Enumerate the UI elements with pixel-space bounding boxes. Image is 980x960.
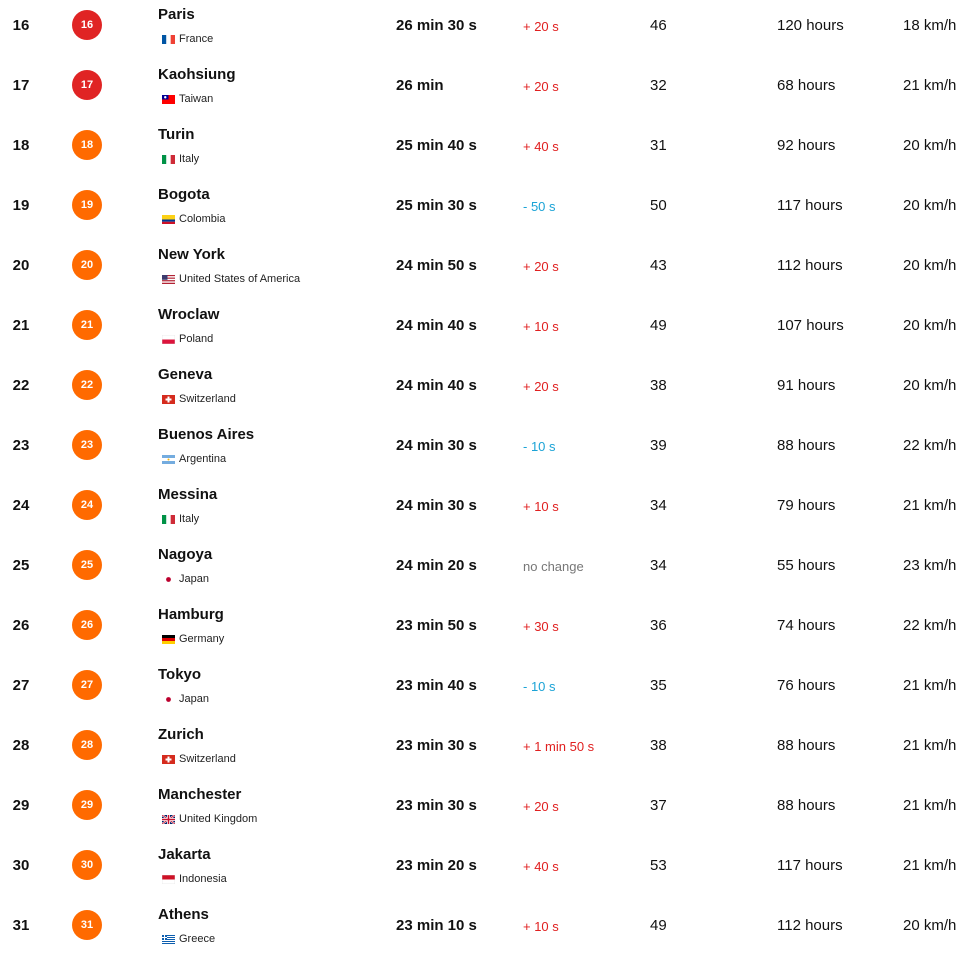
average-speed: 21 km/h bbox=[903, 857, 957, 874]
city-name: Wroclaw bbox=[158, 306, 220, 323]
country-name: United States of America bbox=[179, 273, 301, 285]
time-change: + 10 s bbox=[523, 919, 559, 934]
average-speed: 21 km/h bbox=[903, 77, 957, 94]
rank-number: 30 bbox=[12, 857, 30, 874]
flag-icon bbox=[162, 275, 175, 284]
country-name: Switzerland bbox=[179, 753, 236, 765]
country-label bbox=[162, 93, 213, 105]
rank-number: 23 bbox=[12, 437, 30, 454]
congestion-time: 23 min 30 s bbox=[396, 737, 477, 754]
table-row-29[interactable] bbox=[0, 780, 980, 840]
average-speed: 23 km/h bbox=[903, 557, 957, 574]
congestion-level: 46 bbox=[650, 17, 667, 34]
country-label bbox=[162, 213, 225, 225]
country-name: Japan bbox=[179, 693, 209, 705]
time-change: - 50 s bbox=[523, 199, 556, 214]
flag-icon bbox=[162, 95, 175, 104]
table-row-20[interactable] bbox=[0, 240, 980, 300]
flag-icon bbox=[162, 395, 175, 404]
congestion-level: 38 bbox=[650, 377, 667, 394]
flag-icon bbox=[162, 755, 175, 764]
congestion-time: 26 min bbox=[396, 77, 444, 94]
city-name: Hamburg bbox=[158, 606, 224, 623]
congestion-time: 24 min 40 s bbox=[396, 317, 477, 334]
rank-badge: 22 bbox=[72, 370, 102, 400]
table-row-25[interactable] bbox=[0, 540, 980, 600]
hours-lost: 88 hours bbox=[777, 797, 836, 814]
rank-badge: 25 bbox=[72, 550, 102, 580]
table-row-16[interactable] bbox=[0, 0, 980, 60]
time-change: + 10 s bbox=[523, 319, 559, 334]
time-change: - 10 s bbox=[523, 679, 556, 694]
hours-lost: 112 hours bbox=[777, 257, 843, 274]
average-speed: 20 km/h bbox=[903, 257, 957, 274]
flag-icon bbox=[162, 515, 175, 524]
average-speed: 21 km/h bbox=[903, 677, 957, 694]
congestion-time: 25 min 40 s bbox=[396, 137, 477, 154]
country-label bbox=[162, 393, 236, 405]
rank-badge: 20 bbox=[72, 250, 102, 280]
hours-lost: 74 hours bbox=[777, 617, 836, 634]
country-label bbox=[162, 933, 215, 945]
rank-badge: 26 bbox=[72, 610, 102, 640]
rank-badge: 23 bbox=[72, 430, 102, 460]
hours-lost: 120 hours bbox=[777, 17, 844, 34]
congestion-time: 23 min 40 s bbox=[396, 677, 477, 694]
table-row-18[interactable] bbox=[0, 120, 980, 180]
city-name: Buenos Aires bbox=[158, 426, 255, 443]
rank-badge: 21 bbox=[72, 310, 102, 340]
rank-badge: 24 bbox=[72, 490, 102, 520]
country-label bbox=[162, 513, 199, 525]
rank-number: 21 bbox=[12, 317, 30, 334]
congestion-time: 24 min 30 s bbox=[396, 437, 477, 454]
time-change: no change bbox=[523, 559, 584, 574]
table-row-26[interactable] bbox=[0, 600, 980, 660]
congestion-level: 35 bbox=[650, 677, 667, 694]
rank-number: 24 bbox=[12, 497, 30, 514]
country-name: United Kingdom bbox=[179, 813, 258, 825]
table-row-28[interactable] bbox=[0, 720, 980, 780]
rank-badge: 29 bbox=[72, 790, 102, 820]
time-change: + 10 s bbox=[523, 499, 559, 514]
country-label bbox=[162, 273, 300, 285]
city-name: Geneva bbox=[158, 366, 213, 383]
rank-number: 31 bbox=[12, 917, 30, 934]
time-change: + 1 min 50 s bbox=[523, 739, 595, 754]
congestion-time: 23 min 20 s bbox=[396, 857, 477, 874]
country-label bbox=[162, 453, 226, 465]
congestion-level: 43 bbox=[650, 257, 667, 274]
city-name: Zurich bbox=[158, 726, 204, 743]
congestion-level: 38 bbox=[650, 737, 667, 754]
table-row-21[interactable] bbox=[0, 300, 980, 360]
country-name: Indonesia bbox=[179, 873, 227, 885]
rank-badge: 18 bbox=[72, 130, 102, 160]
time-change: + 40 s bbox=[523, 139, 559, 154]
flag-icon bbox=[162, 35, 175, 44]
rank-number: 29 bbox=[12, 797, 30, 814]
congestion-time: 25 min 30 s bbox=[396, 197, 477, 214]
average-speed: 20 km/h bbox=[903, 137, 957, 154]
hours-lost: 92 hours bbox=[777, 137, 836, 154]
table-row-23[interactable] bbox=[0, 420, 980, 480]
city-name: Tokyo bbox=[158, 666, 202, 683]
hours-lost: 76 hours bbox=[777, 677, 836, 694]
flag-icon bbox=[162, 575, 175, 584]
congestion-level: 49 bbox=[650, 917, 667, 934]
flag-icon bbox=[162, 875, 175, 884]
country-name: Taiwan bbox=[179, 93, 214, 105]
country-name: Germany bbox=[179, 633, 225, 645]
country-label bbox=[162, 873, 227, 885]
country-name: Switzerland bbox=[179, 393, 236, 405]
rank-badge: 19 bbox=[72, 190, 102, 220]
congestion-time: 24 min 40 s bbox=[396, 377, 477, 394]
rank-number: 19 bbox=[12, 197, 30, 214]
average-speed: 20 km/h bbox=[903, 917, 957, 934]
rank-badge: 30 bbox=[72, 850, 102, 880]
table-row-17[interactable] bbox=[0, 60, 980, 120]
congestion-level: 34 bbox=[650, 557, 667, 574]
congestion-level: 53 bbox=[650, 857, 667, 874]
time-change: + 20 s bbox=[523, 259, 559, 274]
rank-number: 20 bbox=[12, 257, 30, 274]
congestion-level: 34 bbox=[650, 497, 667, 514]
congestion-time: 23 min 30 s bbox=[396, 797, 477, 814]
hours-lost: 79 hours bbox=[777, 497, 836, 514]
congestion-time: 26 min 30 s bbox=[396, 17, 477, 34]
country-name: Japan bbox=[179, 573, 209, 585]
country-name: Colombia bbox=[179, 213, 226, 225]
city-name: Manchester bbox=[158, 786, 242, 803]
table-row-24[interactable] bbox=[0, 480, 980, 540]
rank-number: 18 bbox=[12, 137, 30, 154]
table-row-30[interactable] bbox=[0, 840, 980, 900]
average-speed: 20 km/h bbox=[903, 197, 957, 214]
table-row-31[interactable] bbox=[0, 900, 980, 960]
country-label bbox=[162, 573, 209, 585]
country-name: Argentina bbox=[179, 453, 227, 465]
time-change: + 20 s bbox=[523, 79, 559, 94]
table-row-27[interactable] bbox=[0, 660, 980, 720]
congestion-time: 23 min 50 s bbox=[396, 617, 477, 634]
congestion-level: 31 bbox=[650, 137, 667, 154]
country-name: Italy bbox=[179, 513, 200, 525]
flag-icon bbox=[162, 695, 175, 704]
country-name: Italy bbox=[179, 153, 200, 165]
hours-lost: 112 hours bbox=[777, 917, 843, 934]
hours-lost: 55 hours bbox=[777, 557, 836, 574]
flag-icon bbox=[162, 935, 175, 944]
congestion-time: 24 min 50 s bbox=[396, 257, 477, 274]
average-speed: 20 km/h bbox=[903, 317, 957, 334]
city-name: Nagoya bbox=[158, 546, 213, 563]
average-speed: 21 km/h bbox=[903, 797, 957, 814]
congestion-level: 49 bbox=[650, 317, 667, 334]
table-row-19[interactable] bbox=[0, 180, 980, 240]
hours-lost: 117 hours bbox=[777, 197, 843, 214]
rank-number: 26 bbox=[12, 617, 30, 634]
city-name: Messina bbox=[158, 486, 218, 503]
flag-icon bbox=[162, 455, 175, 464]
country-name: Greece bbox=[179, 933, 216, 945]
average-speed: 21 km/h bbox=[903, 497, 957, 514]
table-row-22[interactable] bbox=[0, 360, 980, 420]
congestion-time: 24 min 20 s bbox=[396, 557, 477, 574]
flag-icon bbox=[162, 155, 175, 164]
time-change: + 20 s bbox=[523, 799, 559, 814]
country-name: Poland bbox=[179, 333, 214, 345]
city-name: Jakarta bbox=[158, 846, 211, 863]
rank-number: 27 bbox=[12, 677, 30, 694]
country-label bbox=[162, 153, 199, 165]
rank-number: 25 bbox=[12, 557, 30, 574]
time-change: + 30 s bbox=[523, 619, 559, 634]
rank-number: 22 bbox=[12, 377, 30, 394]
flag-icon bbox=[162, 335, 175, 344]
time-change: + 40 s bbox=[523, 859, 559, 874]
country-label bbox=[162, 633, 224, 645]
congestion-level: 32 bbox=[650, 77, 667, 94]
rank-badge: 27 bbox=[72, 670, 102, 700]
hours-lost: 107 hours bbox=[777, 317, 844, 334]
country-label bbox=[162, 813, 257, 825]
country-label bbox=[162, 333, 213, 345]
city-name: New York bbox=[158, 246, 225, 263]
congestion-time: 24 min 30 s bbox=[396, 497, 477, 514]
time-change: + 20 s bbox=[523, 19, 559, 34]
rank-badge: 17 bbox=[72, 70, 102, 100]
hours-lost: 91 hours bbox=[777, 377, 836, 394]
hours-lost: 88 hours bbox=[777, 437, 836, 454]
flag-icon bbox=[162, 215, 175, 224]
country-label bbox=[162, 753, 236, 765]
city-name: Bogota bbox=[158, 186, 210, 203]
country-label bbox=[162, 33, 213, 45]
city-name: Athens bbox=[158, 906, 209, 923]
hours-lost: 88 hours bbox=[777, 737, 836, 754]
hours-lost: 117 hours bbox=[777, 857, 843, 874]
congestion-level: 36 bbox=[650, 617, 667, 634]
average-speed: 18 km/h bbox=[903, 17, 957, 34]
congestion-time: 23 min 10 s bbox=[396, 917, 477, 934]
time-change: - 10 s bbox=[523, 439, 556, 454]
average-speed: 22 km/h bbox=[903, 617, 957, 634]
city-name: Paris bbox=[158, 6, 195, 23]
congestion-level: 50 bbox=[650, 197, 667, 214]
rank-badge: 16 bbox=[72, 10, 102, 40]
rank-number: 16 bbox=[12, 17, 30, 34]
hours-lost: 68 hours bbox=[777, 77, 836, 94]
average-speed: 20 km/h bbox=[903, 377, 957, 394]
flag-icon bbox=[162, 815, 175, 824]
average-speed: 21 km/h bbox=[903, 737, 957, 754]
rank-number: 28 bbox=[12, 737, 30, 754]
country-name: France bbox=[179, 33, 214, 45]
congestion-level: 39 bbox=[650, 437, 667, 454]
city-name: Kaohsiung bbox=[158, 66, 236, 83]
flag-icon bbox=[162, 635, 175, 644]
city-name: Turin bbox=[158, 126, 195, 143]
time-change: + 20 s bbox=[523, 379, 559, 394]
rank-badge: 31 bbox=[72, 910, 102, 940]
country-label bbox=[162, 693, 209, 705]
rank-badge: 28 bbox=[72, 730, 102, 760]
rank-number: 17 bbox=[12, 77, 30, 94]
congestion-level: 37 bbox=[650, 797, 667, 814]
average-speed: 22 km/h bbox=[903, 437, 957, 454]
